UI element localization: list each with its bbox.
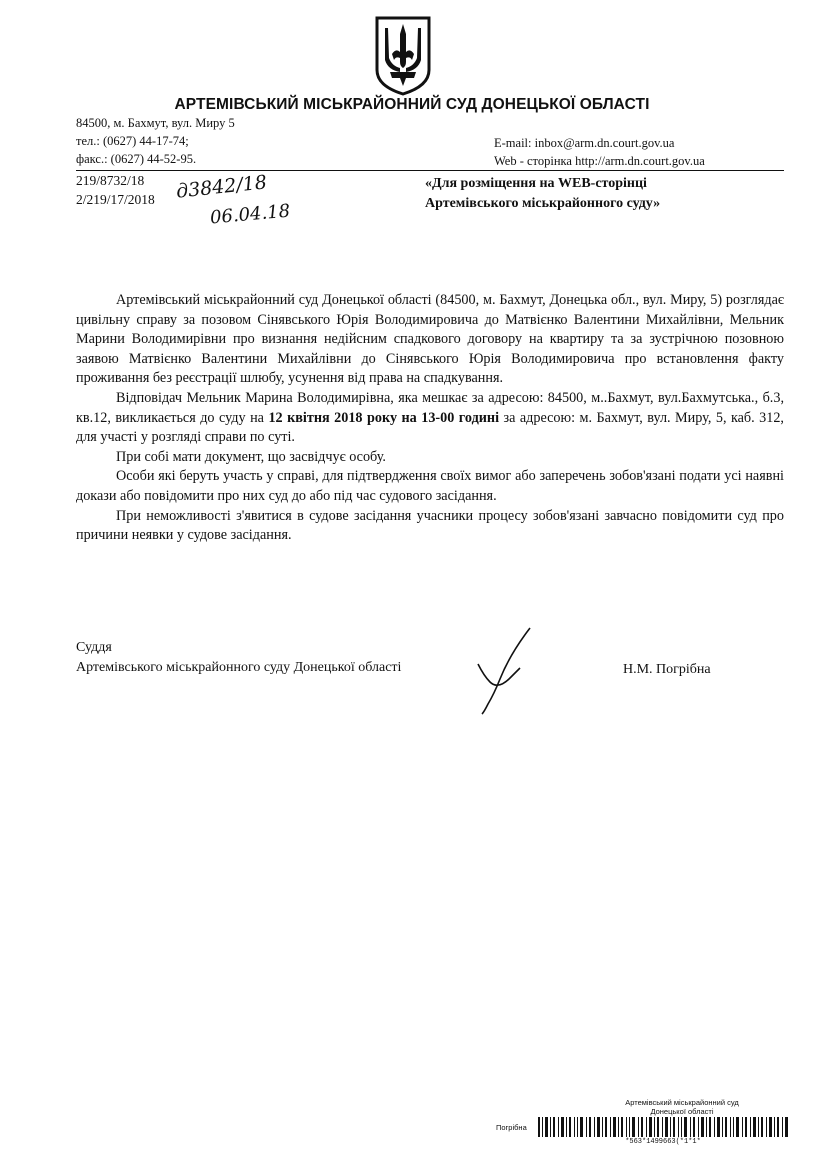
- paragraph-case-description: Артемівський міськрайонний суд Донецької області (84500, м. Бахмут, Донецька обл., вул. Миру, 5) розглядає цивільну справу за позовом Сінявського Юрія Володимировича до Матвієнко Валентини Михайлівни, Мельник Марини Володимирівни про визнання недійсним спадкового договору на квартиру та за зустрічною позовною заявою Матвієнко Валентини Михайлівни до Сінявського Юрія Володимировича про встановлення факту проживання без реєстрації шлюбу, усунення від права на спадкування.: [76, 292, 784, 387]
- case-ref-number: 219/8732/18: [76, 173, 145, 188]
- summons-text-end: за адресою: м. Бахмут, вул. Миру, 5, каб. 312, для участі у розгляді справи по суті.: [76, 409, 784, 446]
- registration-stamp-org: [570, 1098, 794, 1116]
- web-note-line-2: Артемівського міськрайонного суду»: [425, 196, 661, 211]
- court-name-heading: АРТЕМІВСЬКИЙ МІСЬКРАЙОННИЙ СУД ДОНЕЦЬКОЇ ОБЛАСТІ: [174, 96, 650, 113]
- case-references: [76, 171, 155, 209]
- stamp-surname: Погрібна: [496, 1123, 527, 1132]
- court-phone: тел.: (0627) 44-17-74;: [76, 134, 189, 148]
- paragraph-id-document: При собі мати документ, що засвідчує особу.: [116, 448, 386, 465]
- summons-body: [76, 291, 784, 546]
- proceeding-ref-number: 2/219/17/2018: [76, 192, 155, 207]
- court-email: E-mail: inbox@arm.dn.court.gov.ua: [494, 136, 675, 150]
- handwritten-outgoing-number: д3842/18: [175, 171, 268, 203]
- court-website: Web - сторінка http://arm.dn.court.gov.ua: [494, 154, 705, 168]
- judge-block: [76, 638, 401, 678]
- paragraph-summons: [76, 389, 784, 448]
- stamp-org-line-1: Артемівський міськрайонний суд: [625, 1098, 739, 1107]
- trident-emblem-icon: [374, 14, 432, 96]
- header-divider: [76, 170, 784, 171]
- paragraph-evidence: Особи які беруть участь у справі, для підтвердження своїх вимог або заперечень зобов'язані подати усі наявні докази або повідомити про них суд до або під час судового засідання.: [76, 468, 784, 504]
- court-address: 84500, м. Бахмут, вул. Миру 5: [76, 116, 235, 130]
- web-note-line-1: «Для розміщення на WEB-сторінці: [425, 176, 647, 191]
- web-publication-note: [425, 174, 660, 214]
- stamp-org-line-2: Донецької області: [650, 1107, 714, 1116]
- summons-text-start: Відповідач Мельник Марина Володимирівна, яка мешкає за адресою: 84500, м..Бахмут, вул.Бахмутська., б.3, кв.12, викликається до суду на: [76, 389, 784, 426]
- document-barcode: [538, 1117, 788, 1137]
- handwritten-date: 06.04.18: [209, 200, 291, 229]
- judge-signature: [470, 624, 540, 716]
- paragraph-absence-notice: При неможливості з'явитися в судове засідання учасники процесу зобов'язані завчасно повідомити суд про причини неявки у судове засідання.: [76, 507, 784, 544]
- barcode-number: *563*1499663(*1*1*: [625, 1138, 701, 1146]
- judge-court: Артемівського міськрайонного суду Донецької області: [76, 660, 402, 675]
- judge-name: Н.М. Погрібна: [623, 662, 711, 677]
- court-fax: факс.: (0627) 44-52-95.: [76, 152, 197, 166]
- hearing-date-time: 12 квітня 2018 року на 13-00 годині: [268, 409, 500, 426]
- judge-title: Суддя: [76, 640, 112, 655]
